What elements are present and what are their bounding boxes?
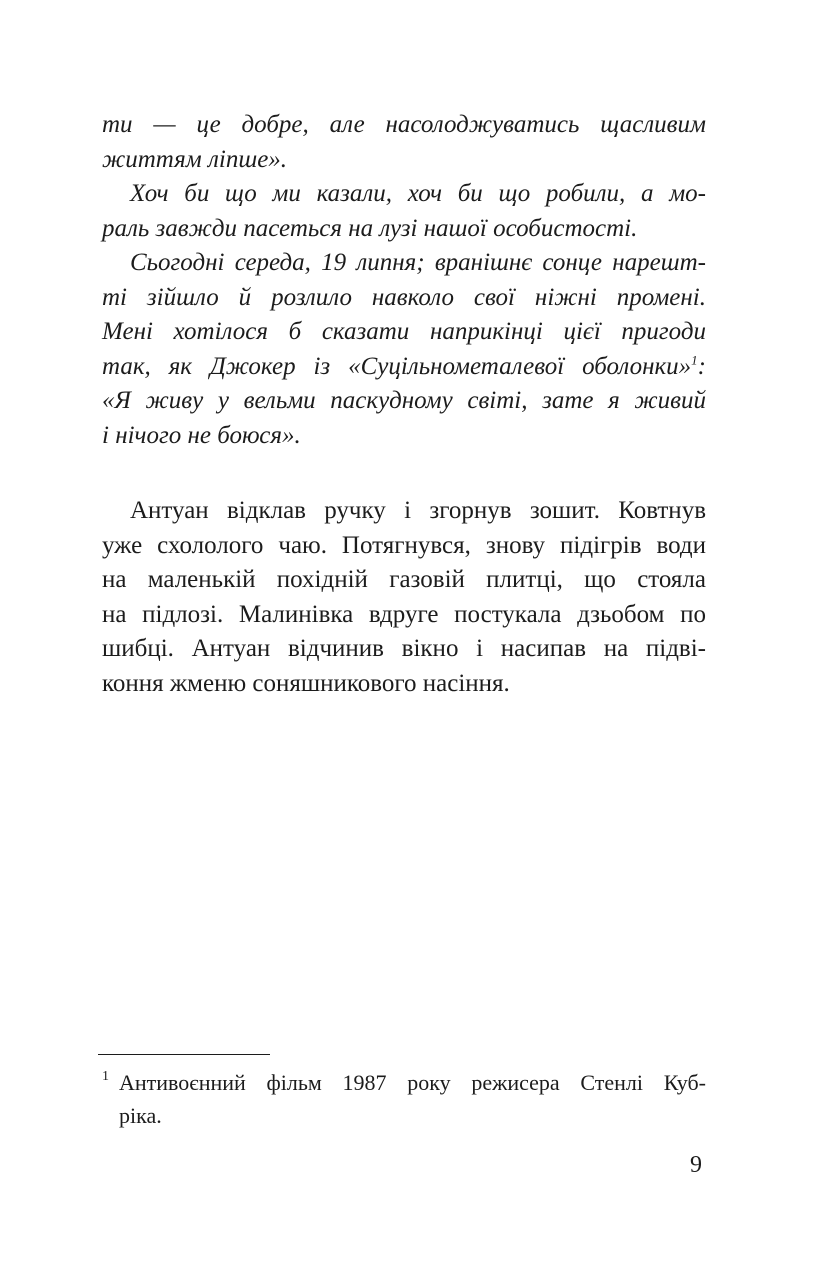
line-text: так, як Джокер із «Суцільнометалевої оболонки»: [102, 352, 692, 380]
italic-passage: [102, 108, 706, 453]
text-line: ти — це добре, але насолоджуватись щасливим: [102, 111, 706, 138]
text-line: «Я живу у вельми паскудному світі, зате я живий: [102, 387, 706, 414]
text-line: на підлозі. Малинівка вдруге постукала дзьобом по: [102, 600, 706, 628]
text-line-with-footnote-ref: [102, 350, 706, 385]
text-line: Антуан відклав ручку і згорнув зошит. Ковтнув: [130, 497, 706, 524]
text-line: коння жменю соняшникового насіння.: [102, 669, 510, 697]
footnote-reference[interactable]: 1: [691, 352, 698, 368]
text-line: шибці. Антуан відчинив вікно і насипав на підві-: [102, 635, 706, 662]
text-line: Хоч би що ми казали, хоч би що робили, а мо-: [130, 180, 706, 207]
text-line: життям ліпше».: [102, 145, 288, 173]
text-line: Мені хотілося б сказати наприкінці цієї пригоди: [102, 318, 706, 345]
footnote-line: ріка.: [119, 1103, 162, 1128]
text-line: ті зійшло й розлило навколо свої ніжні промені.: [102, 283, 706, 311]
text-line: і нічого не боюся».: [102, 421, 301, 449]
page-number: 9: [690, 1152, 702, 1178]
text-line: на маленькій похідній газовій плитці, що стояла: [102, 566, 706, 593]
text-line: раль завжди пасеться на лузі нашої особистості.: [102, 214, 638, 242]
footnote-marker: 1: [102, 1069, 109, 1084]
footnote: [102, 1066, 706, 1132]
colon: :: [697, 352, 706, 380]
footnote-line: Антивоєнний фільм 1987 року режисера Стенлі Куб-: [119, 1070, 706, 1095]
main-paragraph: [102, 494, 706, 701]
text-line: уже схололого чаю. Потягнувся, знову підігрів води: [102, 531, 706, 559]
text-line: Сьогодні середа, 19 липня; вранішнє сонце нарешт-: [130, 249, 706, 276]
footnote-divider: [98, 1054, 270, 1055]
